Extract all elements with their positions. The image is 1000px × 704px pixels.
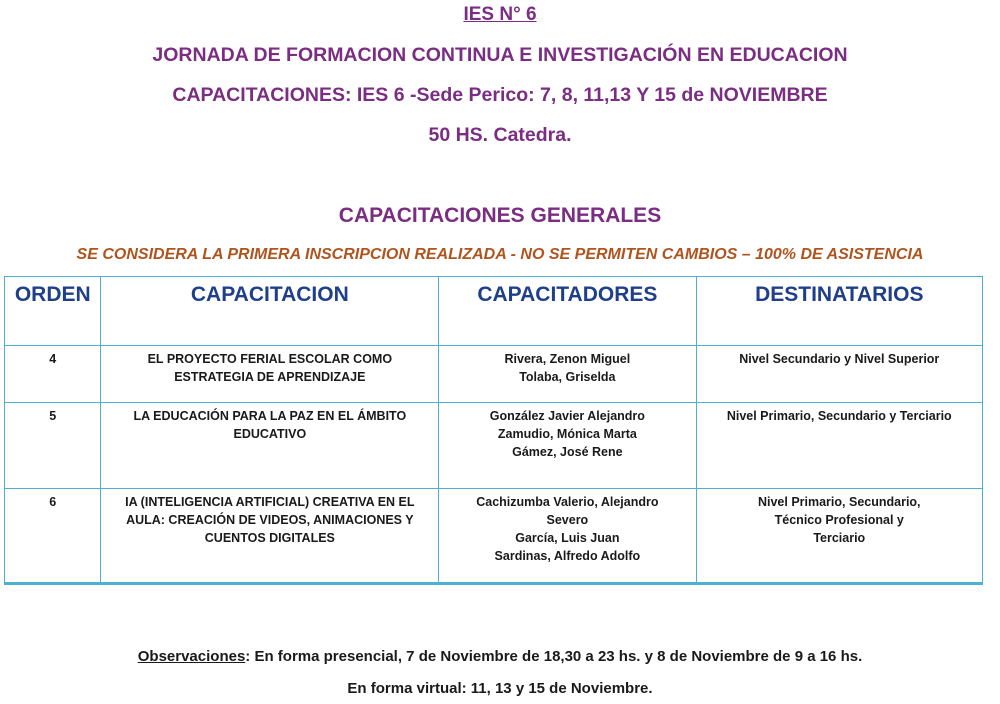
table-row [5,346,983,403]
event-name: JORNADA DE FORMACION CONTINUA E INVESTIGACIÓN EN EDUCACION [152,44,848,66]
section-title: CAPACITACIONES GENERALES [338,204,662,227]
observations-virtual: En forma virtual: 11, 13 y 15 de Noviembre. [347,680,653,697]
cell-orden: 4 [5,346,101,403]
cell-orden: 6 [5,489,101,584]
event-dates: CAPACITACIONES: IES 6 -Sede Perico: 7, 8, 11,13 Y 15 de NOVIEMBRE [172,84,828,106]
cell-capacitacion: IA (INTELIGENCIA ARTIFICIAL) CREATIVA EN EL AULA: CREACIÓN DE VIDEOS, ANIMACIONES Y CUENTOS DIGITALES [101,489,439,584]
cell-capacitadores: Cachizumba Valerio, Alejandro Severo García, Luis Juan Sardinas, Alfredo Adolfo [439,489,696,584]
header-capacitadores: CAPACITADORES [439,277,696,346]
event-hours: 50 HS. Catedra. [428,124,572,146]
observations-label: Observaciones [137,648,246,665]
courses-table [4,276,983,585]
header-capacitacion: CAPACITACION [101,277,439,346]
observations-presencial [0,648,1000,665]
header-orden: ORDEN [5,277,101,346]
cell-capacitadores: Rivera, Zenon Miguel Tolaba, Griselda [439,346,696,403]
cell-capacitacion: EL PROYECTO FERIAL ESCOLAR COMO ESTRATEGIA DE APRENDIZAJE [101,346,439,403]
cell-capacitadores: González Javier Alejandro Zamudio, Mónica Marta Gámez, José Rene [439,403,696,489]
cell-destinatarios: Nivel Secundario y Nivel Superior [696,346,982,403]
cell-capacitacion: LA EDUCACIÓN PARA LA PAZ EN EL ÁMBITO EDUCATIVO [101,403,439,489]
document-title: IES N° 6 [463,4,537,25]
table-row [5,403,983,489]
enrollment-notice: SE CONSIDERA LA PRIMERA INSCRIPCION REALIZADA - NO SE PERMITEN CAMBIOS – 100% DE ASISTENCIA [76,246,924,263]
table-header-row [5,277,983,346]
table-row [5,489,983,584]
cell-destinatarios: Nivel Primario, Secundario y Terciario [696,403,982,489]
observations-text: : En forma presencial, 7 de Noviembre de 18,30 a 23 hs. y 8 de Noviembre de 9 a 16 hs. [245,648,863,665]
header-destinatarios: DESTINATARIOS [696,277,982,346]
cell-destinatarios: Nivel Primario, Secundario, Técnico Profesional y Terciario [696,489,982,584]
cell-orden: 5 [5,403,101,489]
